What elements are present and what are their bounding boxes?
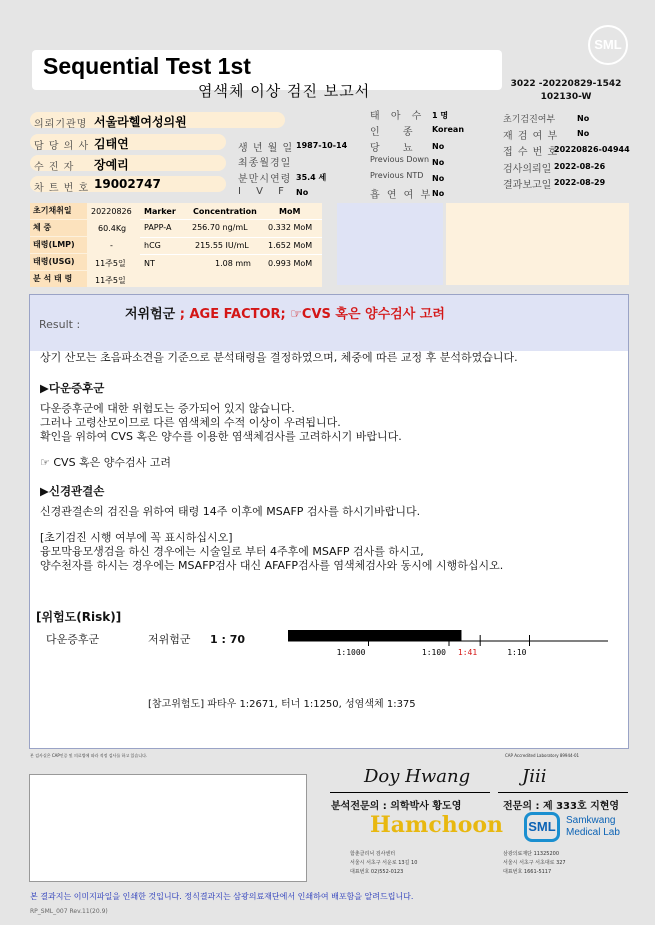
table-divider <box>140 254 322 255</box>
signature-line <box>498 792 628 793</box>
sml-logo-icon: SML <box>588 25 628 65</box>
table-divider <box>140 237 322 238</box>
sml-badge-text: SML <box>528 819 556 834</box>
result-summary-red: ; AGE FACTOR; ☞CVS 혹은 양수검사 고려 <box>175 307 445 322</box>
prev-ntd-label: Previous NTD <box>370 171 424 180</box>
result-summary <box>125 303 445 322</box>
address-line: 대표번호 02)552-0123 <box>350 869 404 875</box>
risk-title: [위험도(Risk)] <box>36 610 122 624</box>
chart-id <box>500 78 632 104</box>
side-panel-peach <box>446 203 629 285</box>
analyst-name: 분석전문의 : 의학박사 황도영 <box>331 801 462 812</box>
chart-no-label: 차 트 번 호 <box>34 183 90 194</box>
marker-cell: NT <box>144 259 155 268</box>
risk-tick-label: 1:1000 <box>336 648 366 657</box>
address-line: 대표번호 1661-5117 <box>503 869 552 875</box>
sml-name <box>566 815 620 839</box>
institution-label: 의뢰기관명 <box>34 119 88 130</box>
sml-badge-icon <box>524 812 560 842</box>
smoking-value: No <box>432 189 445 198</box>
marker-header: Marker <box>144 207 176 216</box>
doctor-value: 김태연 <box>94 137 129 151</box>
risk-bar <box>288 630 461 641</box>
early-label: 초기검진여부 <box>503 115 556 125</box>
revision-code: RP_SML_007 Rev.11(20.9) <box>30 908 108 915</box>
specialist-signature: Jiii <box>522 766 547 787</box>
dob-value: 1987-10-14 <box>296 141 348 150</box>
ga-analysis-label: 분 석 태 령 <box>30 271 87 287</box>
smoking-label: 흡 연 여 부 <box>370 190 433 201</box>
draw-date-value: 20220826 <box>91 207 132 216</box>
address-line: 함춘클리닉 검사센터 <box>350 851 396 857</box>
down-line-1: 다운증후군에 대한 위험도는 증가되어 있지 않습니다. <box>40 402 295 415</box>
down-section-title: ▶다운증후군 <box>40 381 105 395</box>
mom-cell: 0.332 MoM <box>268 223 313 232</box>
hamchoon-logo-text: Hamchoon <box>370 812 504 838</box>
weight-value: 60.4Kg <box>98 224 127 233</box>
mom-header: MoM <box>279 207 301 216</box>
early-note-1: [초기검진 시행 여부에 꼭 표시하십시오] <box>40 531 233 544</box>
fetus-label: 태 아 수 <box>370 111 426 122</box>
prev-down-value: No <box>432 158 445 167</box>
ivf-label: I V F <box>238 186 290 197</box>
report-title: Sequential Test 1st <box>43 53 251 79</box>
early-value: No <box>577 114 590 123</box>
concentration-header: Concentration <box>193 207 257 216</box>
fetus-value: 1 명 <box>432 111 449 120</box>
chart-id-line1: 3022 -20220829-1542 <box>510 79 622 89</box>
specialist-name: 전문의 : 제 333호 지현영 <box>503 801 620 812</box>
hamchoon-address <box>350 850 417 877</box>
sml-address <box>503 850 566 877</box>
ntd-line: 신경관결손의 검진을 위하여 태령 14주 이후에 MSAFP 검사를 하시기바랍니다. <box>40 505 421 518</box>
accession-value: 20220826-04944 <box>554 145 630 154</box>
marker-cell: hCG <box>144 241 161 250</box>
result-intro: 상기 산모는 초음파소견을 기준으로 분석태령을 결정하였으며, 체중에 따른 교정 후 분석하였습니다. <box>40 351 518 364</box>
ga-lmp-label: 태령(LMP) <box>30 237 87 253</box>
address-line: 서울시 서초구 서운로 13길 10 <box>350 860 418 866</box>
early-note-2: 융모막융모생검을 하신 경우에는 시술일로 부터 4주후에 MSAFP 검사를 하시고, <box>40 545 424 558</box>
chart-id-line2: 102130-W <box>540 92 592 102</box>
ga-usg-label: 태령(USG) <box>30 254 87 270</box>
report-date-value: 2022-08-29 <box>554 178 606 187</box>
draw-date-label: 초기채취일 <box>30 203 87 219</box>
sml-name-line: Medical Lab <box>566 827 620 838</box>
request-date-label: 검사의뢰일 <box>503 164 552 175</box>
risk-condition: 다운증후군 <box>46 633 100 646</box>
risk-tick-label: 1:41 <box>457 648 478 657</box>
analyst-signature: Doy Hwang <box>364 766 471 787</box>
race-label: 인 종 <box>370 127 423 138</box>
dob-label: 생 년 월 일 <box>238 143 294 154</box>
retest-value: No <box>577 129 590 138</box>
mom-cell: 0.993 MoM <box>268 259 313 268</box>
report-date-label: 결과보고일 <box>503 180 552 191</box>
ivf-value: No <box>296 188 309 197</box>
ga-usg-value: 11주5일 <box>95 259 126 268</box>
result-header <box>30 295 628 351</box>
weight-label: 체 중 <box>30 220 87 236</box>
mom-cell: 1.652 MoM <box>268 241 313 250</box>
risk-ratio: 1 : 70 <box>210 633 246 646</box>
address-line: 서울시 서초구 서초대로 327 <box>503 860 566 866</box>
accession-label: 접 수 번 호 <box>503 147 559 158</box>
risk-tick-label: 1:10 <box>507 648 527 657</box>
doctor-label: 담 당 의 사 <box>34 141 90 152</box>
prev-down-label: Previous Down <box>370 155 430 164</box>
diabetes-label: 당 뇨 <box>370 143 423 154</box>
cvs-note: ☞ CVS 혹은 양수검사 고려 <box>40 456 172 469</box>
down-line-2: 그러나 고령산모이므로 다른 염색체의 수적 이상이 우려됩니다. <box>40 416 341 429</box>
side-panel-blue <box>337 203 443 285</box>
risk-reference: [참고위험도] 파타우 1:2671, 터너 1:1250, 성염색체 1:375 <box>148 699 416 710</box>
cap-note: 본 검사실은 CAP인증 및 의료법에 따라 적정 검사를 하고 있습니다. <box>30 753 148 758</box>
concentration-cell: 1.08 mm <box>215 259 251 268</box>
comment-box <box>29 774 307 882</box>
sml-name-line: Samkwang <box>566 815 616 826</box>
result-label: Result : <box>39 318 81 331</box>
risk-chart <box>280 624 625 664</box>
prev-ntd-value: No <box>432 174 445 183</box>
ga-analysis-value: 11주5일 <box>95 276 126 285</box>
report-subtitle: 염색체 이상 검진 보고서 <box>198 82 371 100</box>
chart-no-value: 19002747 <box>94 177 161 191</box>
retest-label: 재 검 여 부 <box>503 131 559 142</box>
print-notice: 본 결과지는 이미지파일을 인쇄한 것입니다. 정식결과지는 삼광의료재단에서 인쇄하여 배포함을 알려드립니다. <box>30 892 414 901</box>
examinee-value: 장예리 <box>94 158 129 172</box>
cap-lab: CAP Accredited Laboratory 89944-01 <box>505 753 580 758</box>
risk-category: 저위험군 <box>148 633 191 646</box>
concentration-cell: 215.55 IU/mL <box>195 241 249 250</box>
institution-value: 서울라헬여성의원 <box>94 115 187 129</box>
table-divider <box>140 219 322 220</box>
age-label: 분만시연령 <box>238 174 292 185</box>
risk-tick-label: 1:100 <box>421 648 446 657</box>
result-summary-black: 저위험군 <box>125 307 176 322</box>
diabetes-value: No <box>432 142 445 151</box>
concentration-cell: 256.70 ng/mL <box>192 223 248 232</box>
race-value: Korean <box>432 125 465 134</box>
down-line-3: 확인을 위하여 CVS 혹은 양수를 이용한 염색체검사를 고려하시기 바랍니다. <box>40 430 402 443</box>
age-value: 35.4 세 <box>296 173 327 182</box>
signature-line <box>330 792 490 793</box>
examinee-label: 수 진 자 <box>34 162 75 173</box>
request-date-value: 2022-08-26 <box>554 162 606 171</box>
early-note-3: 양수천자를 하시는 경우에는 MSAFP검사 대신 AFAFP검사를 염색체검사와 동시에 시행하십시오. <box>40 559 504 572</box>
ntd-section-title: ▶신경관결손 <box>40 484 105 498</box>
marker-cell: PAPP-A <box>144 223 172 232</box>
address-line: 삼광의료재단 11325200 <box>503 851 560 857</box>
hamchoon-logo <box>370 812 503 838</box>
marker-table <box>30 203 322 287</box>
ga-lmp-value: - <box>110 241 113 250</box>
lmp-label: 최종월경일 <box>238 158 292 169</box>
